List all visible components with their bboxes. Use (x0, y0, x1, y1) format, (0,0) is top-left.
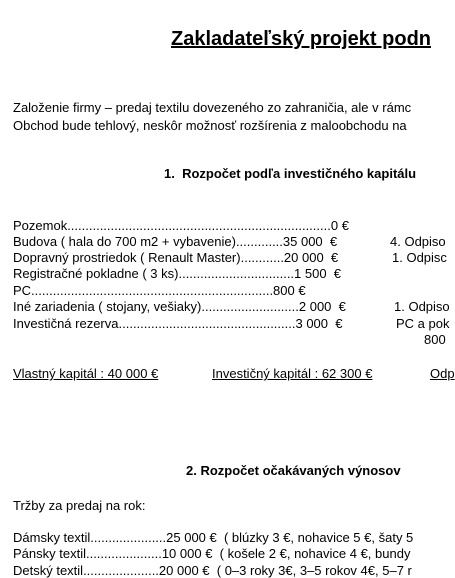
depreciation-note-building: 4. Odpiso (390, 234, 446, 249)
investment-row-cash-registers: Registračné pokladne ( 3 ks)................................1 500 € (13, 266, 342, 281)
depreciation-note-extra: 800 (424, 332, 446, 347)
investment-row-reserve: Investičná rezerva.................................................3 000 € (13, 316, 343, 331)
intro-line-1: Založenie firmy – predaj textilu dovezeného zo zahraničia, ale v rámc (13, 100, 412, 115)
revenue-row-mens: Pánsky textil.....................10 000 € ( košele 2 €, nohavice 4 €, bundy (13, 546, 411, 561)
investment-row-fixtures: Iné zariadenia ( stojany, vešiaky)...........................2 000 € (13, 299, 346, 314)
revenue-row-kids: Detský textil.....................20 000 € ( 0–3 roky 3€, 3–5 rokov 4€, 5–7 r (13, 563, 412, 578)
document-title: Zakladateľský projekt podn (171, 28, 431, 50)
sales-label: Tržby za predaj na rok: (13, 498, 146, 513)
investment-capital-total: Investičný kapitál : 62 300 € (212, 366, 373, 381)
investment-row-building: Budova ( hala do 700 m2 + vybavenie).............35 000 € (13, 234, 338, 249)
depreciation-note-pc: PC a pok (396, 316, 450, 331)
depreciation-note-fixtures: 1. Odpiso (394, 299, 450, 314)
depreciation-total-cut: Odp (430, 366, 455, 381)
investment-row-land: Pozemok.........................................................................0 € (13, 218, 349, 233)
section-1-heading: 1. Rozpočet podľa investičného kapitálu (164, 166, 417, 181)
revenue-row-womens: Dámsky textil.....................25 000 € ( blúzky 3 €, nohavice 5 €, šaty 5 (13, 530, 414, 545)
investment-row-pc: PC...................................................................800 € (13, 283, 306, 298)
depreciation-note-vehicle: 1. Odpisc (392, 250, 447, 265)
intro-line-2: Obchod bude tehlový, neskôr možnosť rozšírenia z maloobchodu na (13, 118, 407, 133)
own-capital-total: Vlastný kapitál : 40 000 € (13, 366, 159, 381)
section-2-heading: 2. Rozpočet očakávaných výnosov (186, 463, 401, 478)
investment-row-vehicle: Dopravný prostriedok ( Renault Master)............20 000 € (13, 250, 339, 265)
